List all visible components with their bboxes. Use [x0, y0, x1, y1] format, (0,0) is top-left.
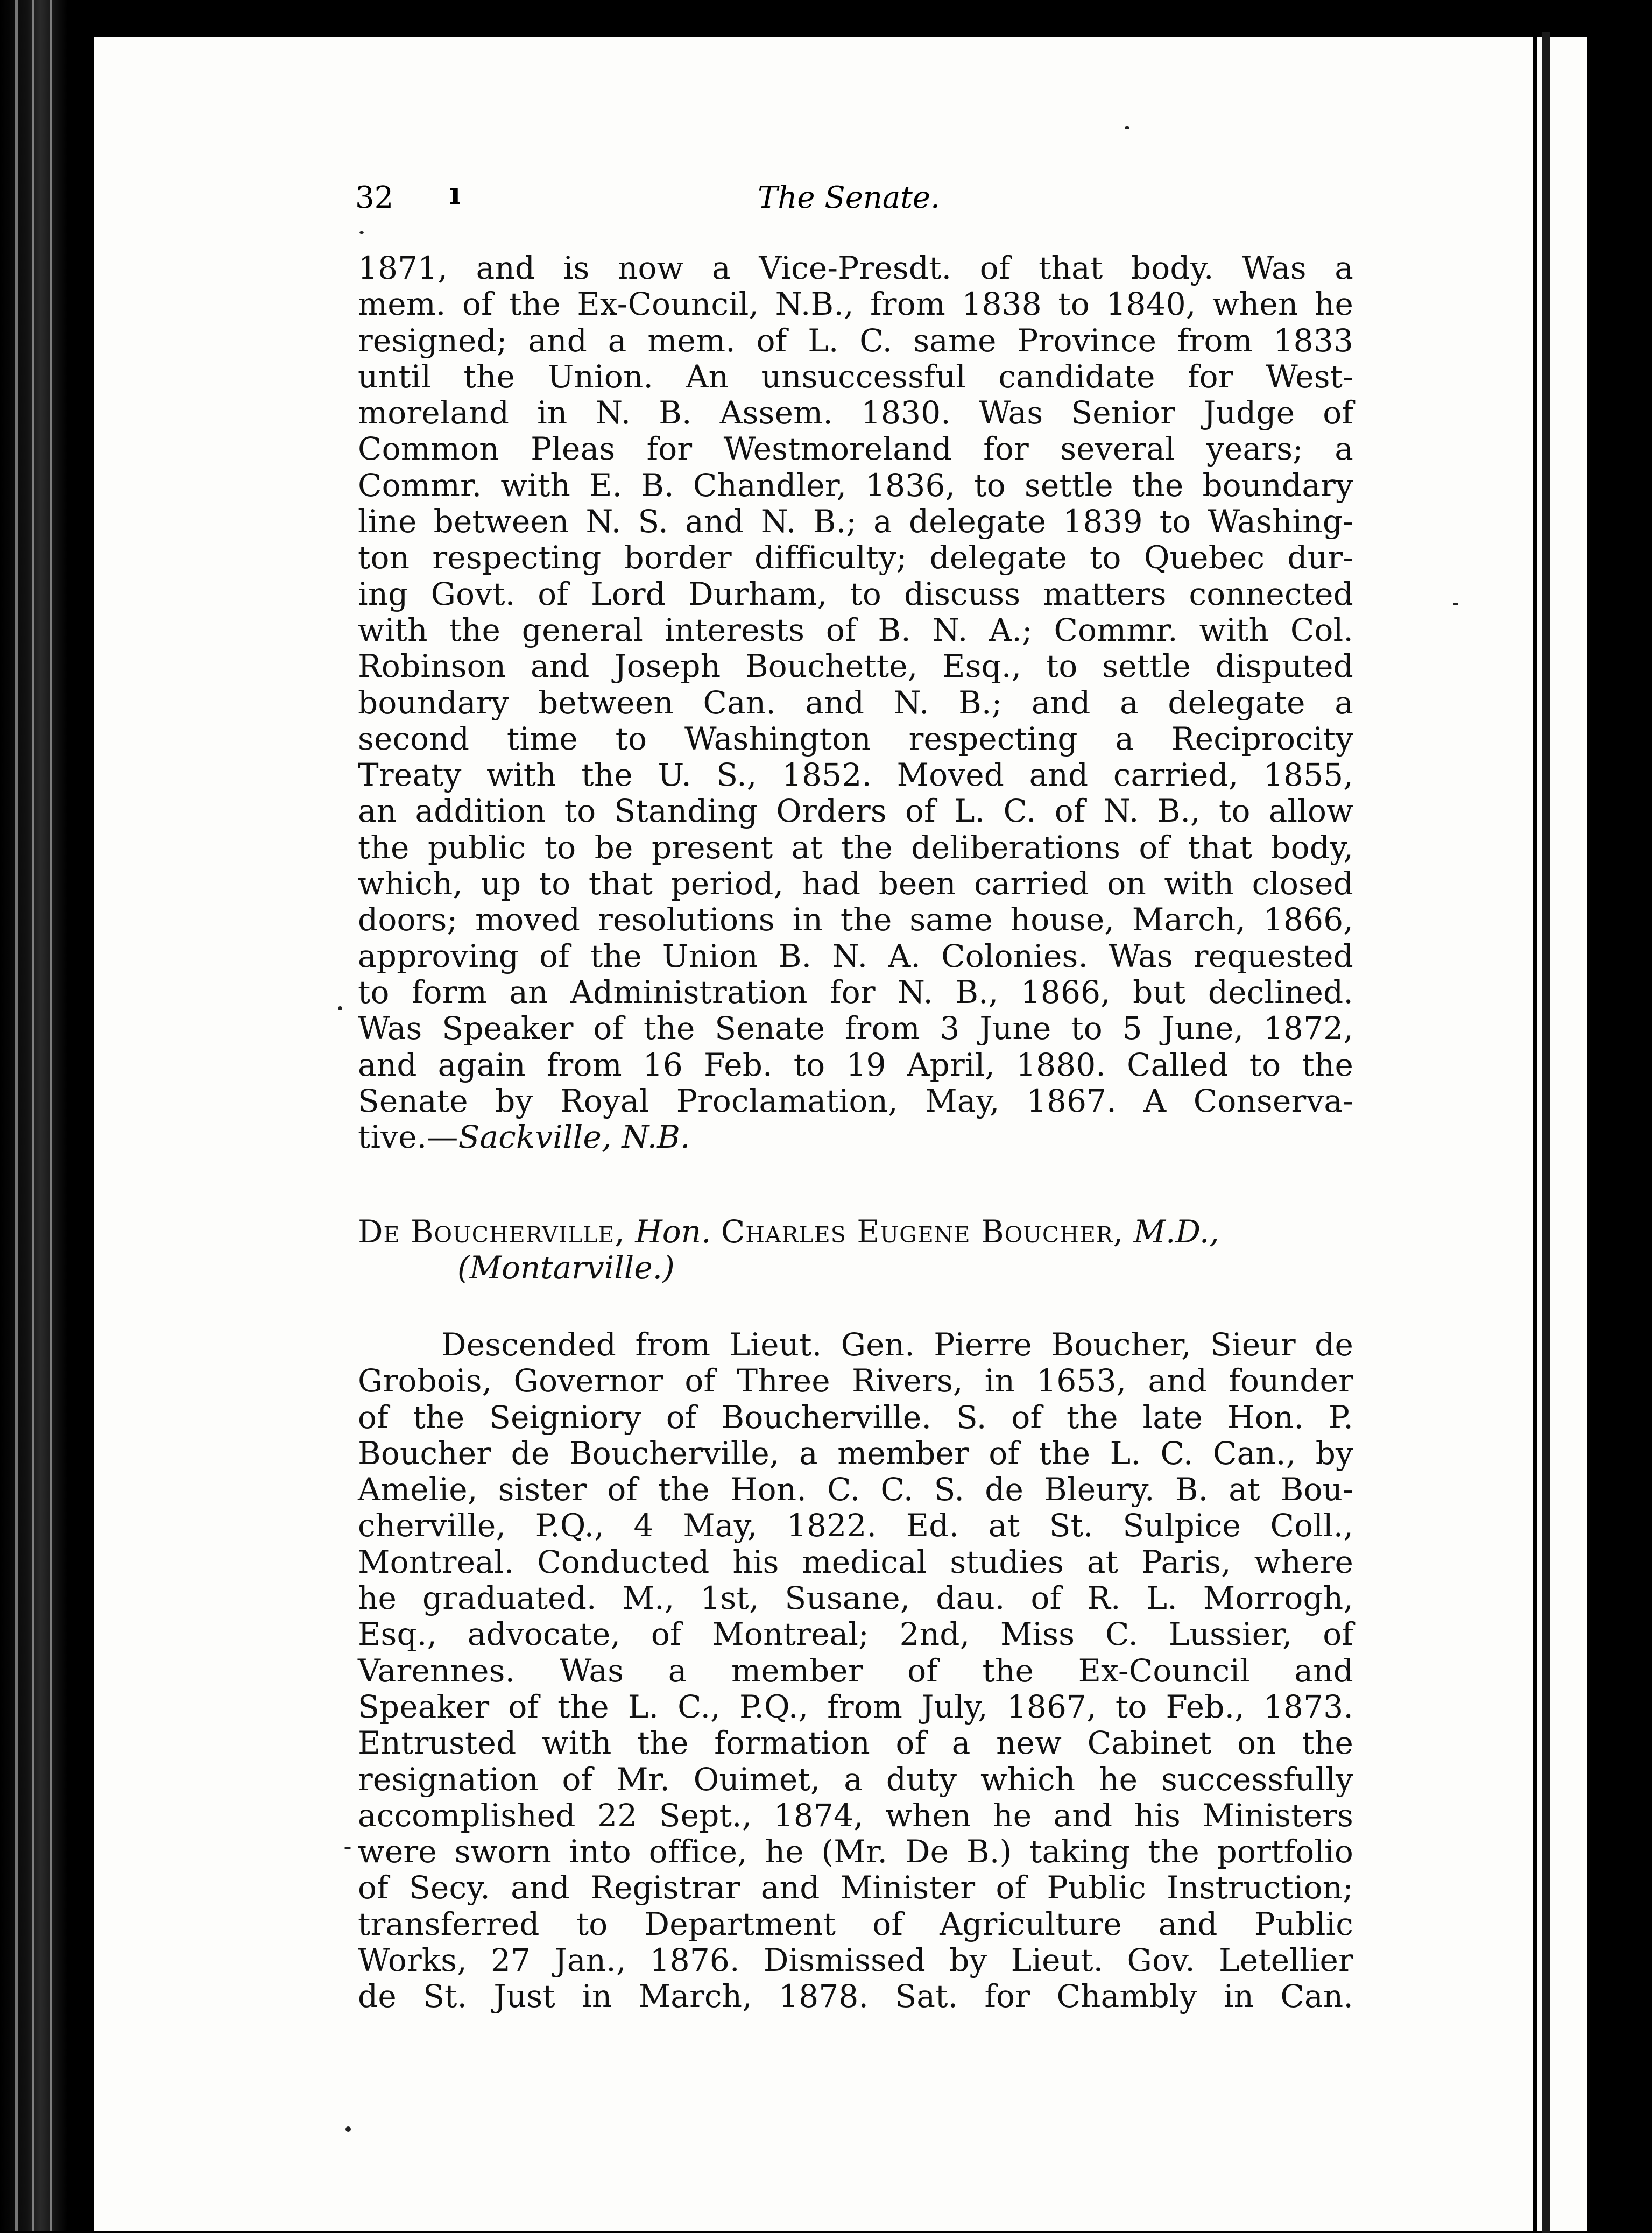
scan-speck — [345, 2126, 351, 2132]
text-line: ton respecting border difficulty; delegate to Quebec dur- — [358, 539, 1353, 576]
text-line: Speaker of the L. C., P.Q., from July, 1867, to Feb., 1873. — [358, 1688, 1353, 1725]
text-line: Works, 27 Jan., 1876. Dismissed by Lieut. Gov. Letellier — [358, 1942, 1353, 1979]
binding-streak — [50, 0, 52, 2231]
text-line: to form an Administration for N. B., 1866, but declined. — [358, 973, 1353, 1010]
text-line: transferred to Department of Agriculture and Public — [358, 1905, 1353, 1942]
binding-streak — [15, 0, 18, 2231]
text-line: Montreal. Conducted his medical studies at Paris, where — [358, 1543, 1353, 1580]
text-line: Boucher de Boucherville, a member of the L. C. Can., by — [358, 1435, 1353, 1472]
text-line: Entrusted with the formation of a new Cabinet on the — [358, 1725, 1353, 1762]
scan-speck — [344, 1847, 351, 1849]
scan-binding-shadow — [0, 0, 67, 2231]
entry-heading — [358, 1214, 1364, 1286]
entry-division: (Montarville.) — [457, 1249, 675, 1286]
text-line: of the Seigniory of Boucherville. S. of the late Hon. P. — [358, 1398, 1353, 1436]
text-line: cherville, P.Q., 4 May, 1822. Ed. at St. Sulpice Coll., — [358, 1507, 1353, 1544]
text-line: approving of the Union B. N. A. Colonies. Was requested — [358, 937, 1353, 974]
text-line: Amelie, sister of the Hon. C. C. S. de Bleury. B. at Bou- — [358, 1471, 1353, 1508]
running-head — [355, 176, 1361, 223]
text-line: until the Union. An unsuccessful candidate for West- — [358, 358, 1353, 395]
text-line: an addition to Standing Orders of L. C. of N. B., to allow — [358, 793, 1353, 830]
print-mark: ı — [449, 176, 461, 211]
page-edge-line — [1533, 32, 1537, 2233]
text-line: Commr. with E. B. Chandler, 1836, to settle the boundary — [358, 467, 1353, 504]
entry-degree: M.D., — [1133, 1213, 1219, 1250]
text-line: mem. of the Ex-Council, N.B., from 1838 to 1840, when he — [358, 286, 1353, 323]
page-number: 32 — [355, 180, 394, 215]
text-line: ing Govt. of Lord Durham, to discuss matters connected — [358, 575, 1353, 612]
text-line: moreland in N. B. Assem. 1830. Was Senior Judge of — [358, 394, 1353, 432]
text-line: boundary between Can. and N. B.; and a delegate a — [358, 684, 1353, 721]
text-line: Robinson and Joseph Bouchette, Esq., to settle disputed — [358, 648, 1353, 685]
text-line: Treaty with the U. S., 1852. Moved and carried, 1855, — [358, 757, 1353, 794]
text-line: de St. Just in March, 1878. Sat. for Chambly in Can. — [358, 1978, 1353, 2015]
scan-speck — [338, 1006, 342, 1010]
last-line-text: tive.— — [358, 1119, 458, 1156]
text-line: and again from 16 Feb. to 19 April, 1880. Called to the — [358, 1046, 1353, 1083]
text-line: resigned; and a mem. of L. C. same Province from 1833 — [358, 322, 1353, 359]
residence: Sackville, N.B. — [458, 1119, 690, 1156]
text-line: with the general interests of B. N. A.; Commr. with Col. — [358, 611, 1353, 648]
page-edge-shadow — [1542, 32, 1550, 2233]
scan-speck — [1453, 603, 1458, 605]
text-line: Descended from Lieut. Gen. Pierre Boucher, Sieur de — [441, 1326, 1353, 1363]
text-line: which, up to that period, had been carried on with closed — [358, 865, 1353, 902]
text-line-last — [358, 1119, 1353, 1155]
running-title: The Senate. — [758, 180, 940, 215]
text-line: he graduated. M., 1st, Susane, dau. of R. L. Morrogh, — [358, 1580, 1353, 1617]
text-line: Was Speaker of the Senate from 3 June to 5 June, 1872, — [358, 1010, 1353, 1047]
text-line: Grobois, Governor of Three Rivers, in 1653, and founder — [358, 1362, 1353, 1400]
text-line: Esq., advocate, of Montreal; 2nd, Miss C. Lussier, of — [358, 1616, 1353, 1653]
entry-surname: De Boucherville, — [358, 1213, 625, 1250]
binding-streak — [32, 0, 34, 2231]
text-line: second time to Washington respecting a Reciprocity — [358, 720, 1353, 757]
text-line: 1871, and is now a Vice-Presdt. of that body. Was a — [358, 250, 1353, 286]
entry-given-names: Charles Eugene Boucher, — [721, 1213, 1124, 1250]
scan-speck — [359, 231, 364, 234]
new-entry — [358, 1327, 1353, 2015]
entry-heading-line — [358, 1214, 1364, 1250]
text-line: Varennes. Was a member of the Ex-Council and — [358, 1652, 1353, 1689]
text-line: accomplished 22 Sept., 1874, when he and his Ministers — [358, 1797, 1353, 1834]
text-line: doors; moved resolutions in the same house, March, 1866, — [358, 901, 1353, 938]
entry-title: Hon. — [635, 1213, 711, 1250]
scan-speck — [1125, 126, 1129, 129]
text-line: of Secy. and Registrar and Minister of Public Instruction; — [358, 1869, 1353, 1906]
text-line: resignation of Mr. Ouimet, a duty which he successfully — [358, 1761, 1353, 1798]
text-line: were sworn into office, he (Mr. De B.) taking the portfolio — [358, 1833, 1353, 1870]
scan-right-border — [1587, 37, 1652, 2231]
text-line: Common Pleas for Westmoreland for several years; a — [358, 430, 1353, 468]
text-line: line between N. S. and N. B.; a delegate 1839 to Washing- — [358, 503, 1353, 540]
continued-entry — [358, 250, 1353, 1155]
text-line: the public to be present at the deliberations of that body, — [358, 829, 1353, 866]
text-line: Senate by Royal Proclamation, May, 1867. A Conserva- — [358, 1082, 1353, 1119]
